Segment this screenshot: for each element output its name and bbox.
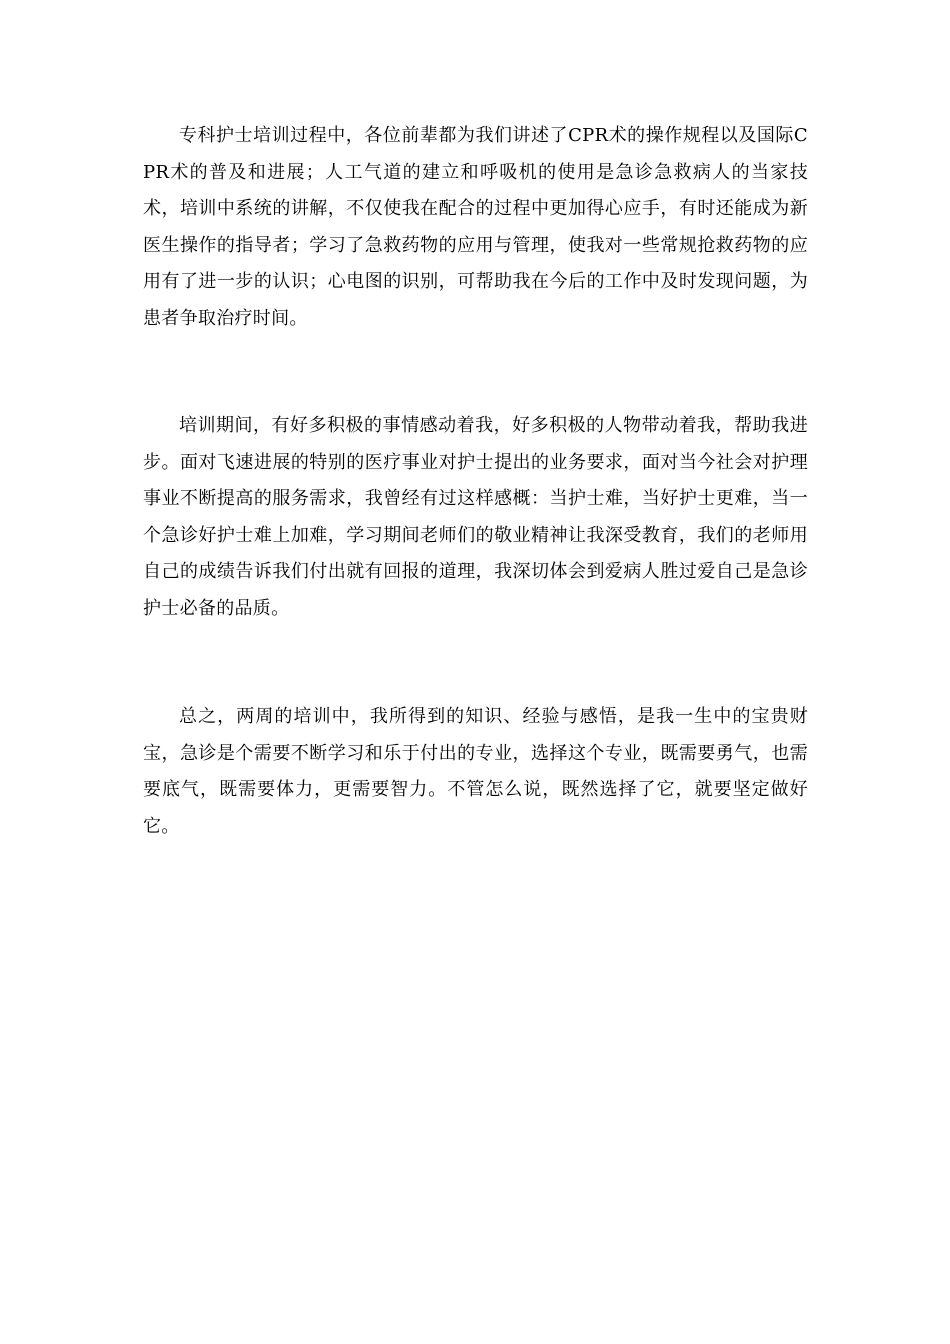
paragraph-training-experience: 培训期间，有好多积极的事情感动着我，好多积极的人物带动着我，帮助我进步。面对飞速进展的特别的医疗事业对护士提出的业务要求，面对当今社会对护理事业不断提高的服务需求，我曾经有过这样感概：当护士难，当好护士更难，当一个急诊好护士难上加难，学习期间老师们的敬业精神让我深受教育，我们的老师用自己的成绩告诉我们付出就有回报的道理，我深切体会到爱病人胜过爱自己是急诊护士必备的品质。 bbox=[143, 415, 808, 619]
paragraph-conclusion: 总之，两周的培训中，我所得到的知识、经验与感悟，是我一生中的宝贵财宝，急诊是个需要不断学习和乐于付出的专业，选择这个专业，既需要勇气，也需要底气，既需要体力，更需要智力。不管怎么说，既然选择了它，就要坚定做好它。 bbox=[143, 706, 808, 837]
paragraph-training-content: 专科护士培训过程中，各位前辈都为我们讲述了CPR术的操作规程以及国际CPR术的普及和进展；人工气道的建立和呼吸机的使用是急诊急救病人的当家技术，培训中系统的讲解，不仅使我在配合的过程中更加得心应手，有时还能成为新医生操作的指导者；学习了急救药物的应用与管理，使我对一些常规抢救药物的应用有了进一步的认识；心电图的识别，可帮助我在今后的工作中及时发现问题，为患者争取治疗时间。 bbox=[143, 125, 808, 329]
